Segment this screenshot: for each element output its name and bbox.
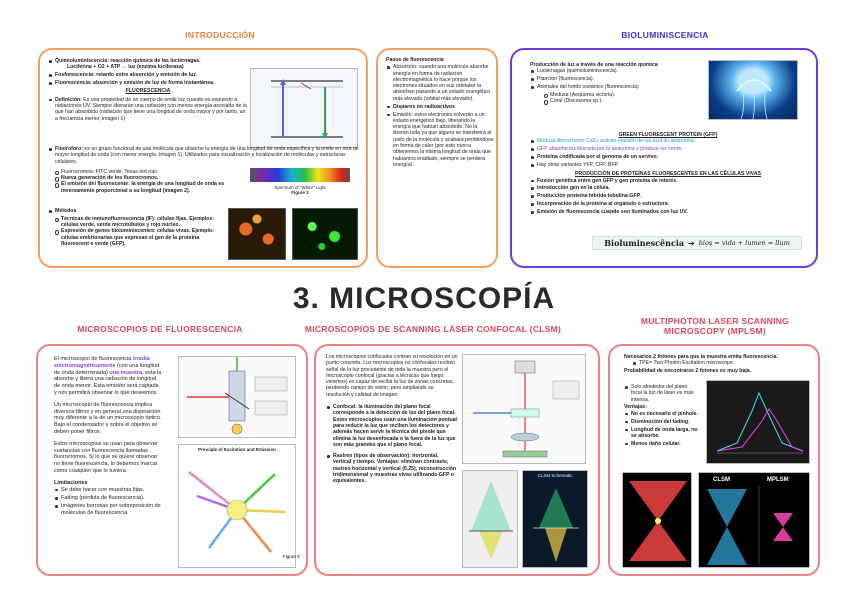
mp-p1: Necesarios 2 fotones para que la muestra emita fluorescencia. xyxy=(624,354,778,360)
definition: Definición: Es una propiedad de un cuerpo de emitir luz cuando es expuesto a radiaciones UV. Siempre liberarán una radiación con menos energía asociada de la que han absorbido (radiación que tiene una longitud de onda mayor y por tanto, un a frecuencia menor, imagen 1) xyxy=(48,97,248,122)
bio-intro: Producción de luz a través de una reacción química xyxy=(530,62,658,68)
spectrum-figure: Spectrum of "White" Light Figure 2 xyxy=(240,168,360,208)
cells-green-image xyxy=(292,208,358,260)
conf-bullet: Confocal: la iluminación del plano focal corresponde a la detección de luz del plano focal. Estos microscopios usan una iluminación puntual para reducir la luz que reciben los detectores y además hacen servir la técnica del pinole que elimina la luz desenfocada o la fuera de la luz que son más grandes que el plano focal. xyxy=(326,404,458,448)
fm-principle-figure: Principle of Excitation and Emission Figure 3 xyxy=(178,444,296,568)
clsm-schematic-image: CLSM Schematic xyxy=(522,470,588,568)
main-title: 3. MICROSCOPÍA xyxy=(292,282,556,315)
conf-title: MICROSCOPIOS DE SCANNING LÁSER CONFOCAL (CLSM) xyxy=(304,324,562,334)
gfp-item: Medusa liberal iones Ca2+ activan emisión de luz azul de aequorina. xyxy=(530,138,806,144)
fluoro: Fluoróforo: es un grupo funcional de una molécula que absorbe la energía de una longitud de onda específica y la emite en otra de mayor longitud de onda (con menor energía. Imagen 1). Utilizados para visualización y localización de moléculas y estructuras celulares. xyxy=(48,146,360,165)
intro-bullet: Fosforescencia: retardo entre absorción y emisión de luz. xyxy=(48,72,248,78)
sub-bullet: El emisión del fluorescente: la energía de una longitud de onda es inversamente proporcional a su longitud (imagen 2). xyxy=(55,181,228,194)
cells-orange-image xyxy=(228,208,286,260)
method-item: Expresión de genes bioluminiscentes: células vivas. Ejemplo: células embrionarias que expresan el gen de la proteína fluorescent e verde (GFP). xyxy=(55,228,220,247)
mp-title: MULTIPHOTON LASER SCANNING MICROSCOPY (MPLSM) xyxy=(640,316,790,336)
mp-item: TPE= Two Photon Excitation microscope. xyxy=(632,360,810,366)
gfp-item: Proteína codificada por el genoma de un servivo. xyxy=(530,154,806,160)
prod-item: Incorporación de la proteína al orgánulo o estructura. xyxy=(530,201,806,207)
fluo-steps-box xyxy=(376,48,498,268)
bio-item: Plancton (fluorescencia). xyxy=(530,76,710,82)
lim-item: Se debe hacer con muestras fijas. xyxy=(54,487,162,494)
mp-spectrum-image xyxy=(706,380,810,464)
intro-bullet: Quimioluminiscencia: reacción química de las luciérnagas. Luciferina + O2 + ATP → luz (enzima luciferasa) xyxy=(48,58,248,71)
bio-item: Animales del fondo oceánico (fluorescencia) xyxy=(530,84,710,90)
mp-adv: Menos daño celular. xyxy=(624,441,698,447)
method-item: Técnicas de inmunofluorescencia (IF): células fijas. Ejemplos: células verde, verde microtúbulos y rojo núcleo. xyxy=(55,216,220,229)
bio-sub-item: Medusa (Aequorea victoria). xyxy=(544,92,710,98)
gfp-item: Hay otras variantes YFP, CFP, BFP. xyxy=(530,162,806,168)
methods-label: Métodos xyxy=(48,208,220,214)
prod-item: Emisión de fluorescencia cuando son iluminados con luz UV. xyxy=(530,209,806,215)
lim-item: Fading (pérdida de fluorescencia). xyxy=(54,495,162,502)
sub-bullet: Fluorocromos: FITC verde, Texas red rojo. xyxy=(55,169,228,175)
fm-p2: Un microscopio de fluorescencia implica diversos filtros y en general una disposición muy diferente a la de un microscopio óptico. Bajo el condensador y sobre el objetivo se deben poner filtros. xyxy=(54,401,162,435)
lim-item: Imágenes borrosas por sobreposición de moléculas de fluorescencia xyxy=(54,503,162,517)
mp-adv: Longitud de onda larga, no se absorbe. xyxy=(624,427,698,440)
step-item: Emisión: estos electrones volverán a un estado energético bajo, liberando la energía que habían absorbido. No la liberan toda ya que alguna se transferirá al resto de la molécula y acabará perdiéndose en forma de calor (por esto nunca obtenemos la misma longitud de onda que habíamos irradiado, siempre se perderá energía). xyxy=(386,112,494,169)
fm-p3: Estos microscopios se usan para observar sustancias con fluorescencia llamadas fluorocromos. Si lo que se quiere observar no tiene fluorescencia, lo debemos marcar como cualquier que lo tuviera. xyxy=(54,440,158,474)
bio-title: BIOLUMINISCENCIA xyxy=(621,30,709,40)
fm-p1: El microscopio de fluorescencia irradia electromagnéticamente (con una longitud de onda determinada) una muestra, esta la absorbe y libera una radiación de longitud de onda menor. Esta emisión será captada y nos permitirá observar lo que deseemos. xyxy=(54,356,162,396)
formula-banner: Bioluminescência ➔ bios = vida + lumen = llum xyxy=(592,236,802,250)
fluo-heading: FLUORESCENCIA xyxy=(125,88,171,95)
mp-box xyxy=(608,344,820,576)
fm-lim-label: Limitaciones xyxy=(54,479,88,486)
intro-box xyxy=(38,48,368,268)
prod-item: Producción proteína híbrida tubulina-GFP. xyxy=(530,193,806,199)
conf-bullet: Rastreo (tipos de observación): horizontal, vertical y tiempo. Ventajas: eliminan contraste, rastreo horizontal y vertical (0.25), reconstrucción tridimensional y muestras vivas utilizando GFP o equivalentes. xyxy=(326,453,458,484)
steps-title: Pasos de fluorescencia xyxy=(386,57,444,63)
gfp-item: GFP absorbe luz liberada por la aequorina y produce luz verde. xyxy=(530,146,806,152)
mp-compare-image xyxy=(698,472,810,568)
step-item: Absorción: cuando una molécula absorbe energía en forma de radiación electromagnética lo hace porque los electrones situados en sus orbitales la absorben pasando a un estado energético más elevado (orbital más elevado). xyxy=(386,64,494,102)
sub-bullet: Nueva generación de los fluorocromos. xyxy=(55,175,228,181)
mp-prob: Probabilidad de encontrarse 2 fotones es muy baja. xyxy=(624,368,752,375)
svg-text:Figure 3: Figure 3 xyxy=(283,554,300,559)
step-item: Disparos no radioactivos xyxy=(386,104,494,110)
arrow-icon: ➔ xyxy=(688,238,695,248)
confocal-box xyxy=(314,344,600,576)
mp-adv: No es necesario el pinhole. xyxy=(624,411,698,417)
confocal-diagram-image xyxy=(462,354,586,464)
bio-box xyxy=(510,48,818,268)
prod-heading: PRODUCCIÓN DE PROTEÍNAS FLUORESCENTES EN LAS CÉLULAS VIVAS xyxy=(574,171,762,178)
conf-p1: Los microscopios confocales contran su resolución en un punto concreto. Los microscopios no confocales reciben señal de la luz procedente de toda la muestra pero el microscopio confocal (gracias a técnicas que luego veremos) es capaz de recibir la luz de zonas concretas, perdiendo campo de visión, pero ampliando su resolución y calidad de imagen. xyxy=(326,354,458,398)
mp-item: Solo alrededor del plano focal la luz de láser es más intensa. xyxy=(624,384,698,403)
bio-sub-item: Coral (Discosoma sp.). xyxy=(544,98,710,104)
intro-bullet: Fluorescencia: absorción y emisión de luz de forma instantánea. xyxy=(48,80,248,86)
fm-box xyxy=(36,344,308,576)
mp-adv: Disminución del fading. xyxy=(624,419,698,425)
bio-item: Luciérnagas (quimioluminiscencia). xyxy=(530,68,710,74)
mplsm-caption: MPLSM xyxy=(767,477,789,483)
prod-item: Introducción gen en la célula. xyxy=(530,185,806,191)
gfp-heading: GREEN FLUORESCENT PROTEIN (GFP) xyxy=(618,132,718,138)
fm-title: MICROSCOPIOS DE FLUORESCENCIA xyxy=(77,324,243,334)
clsm-caption: CLSM xyxy=(713,477,730,483)
pinhole-diagram-image xyxy=(462,470,518,568)
mp-adv-label: Ventajas: xyxy=(624,404,647,411)
fm-diagram-image xyxy=(178,356,296,438)
jablonski-figure xyxy=(250,68,358,148)
intro-title: INTRODUCCIÓN xyxy=(185,30,255,40)
prod-item: Fusión genética entre gen GFP y gen proteína de interés. xyxy=(530,178,806,184)
jellyfish-image xyxy=(708,60,798,120)
mp-focus-image xyxy=(622,472,692,568)
